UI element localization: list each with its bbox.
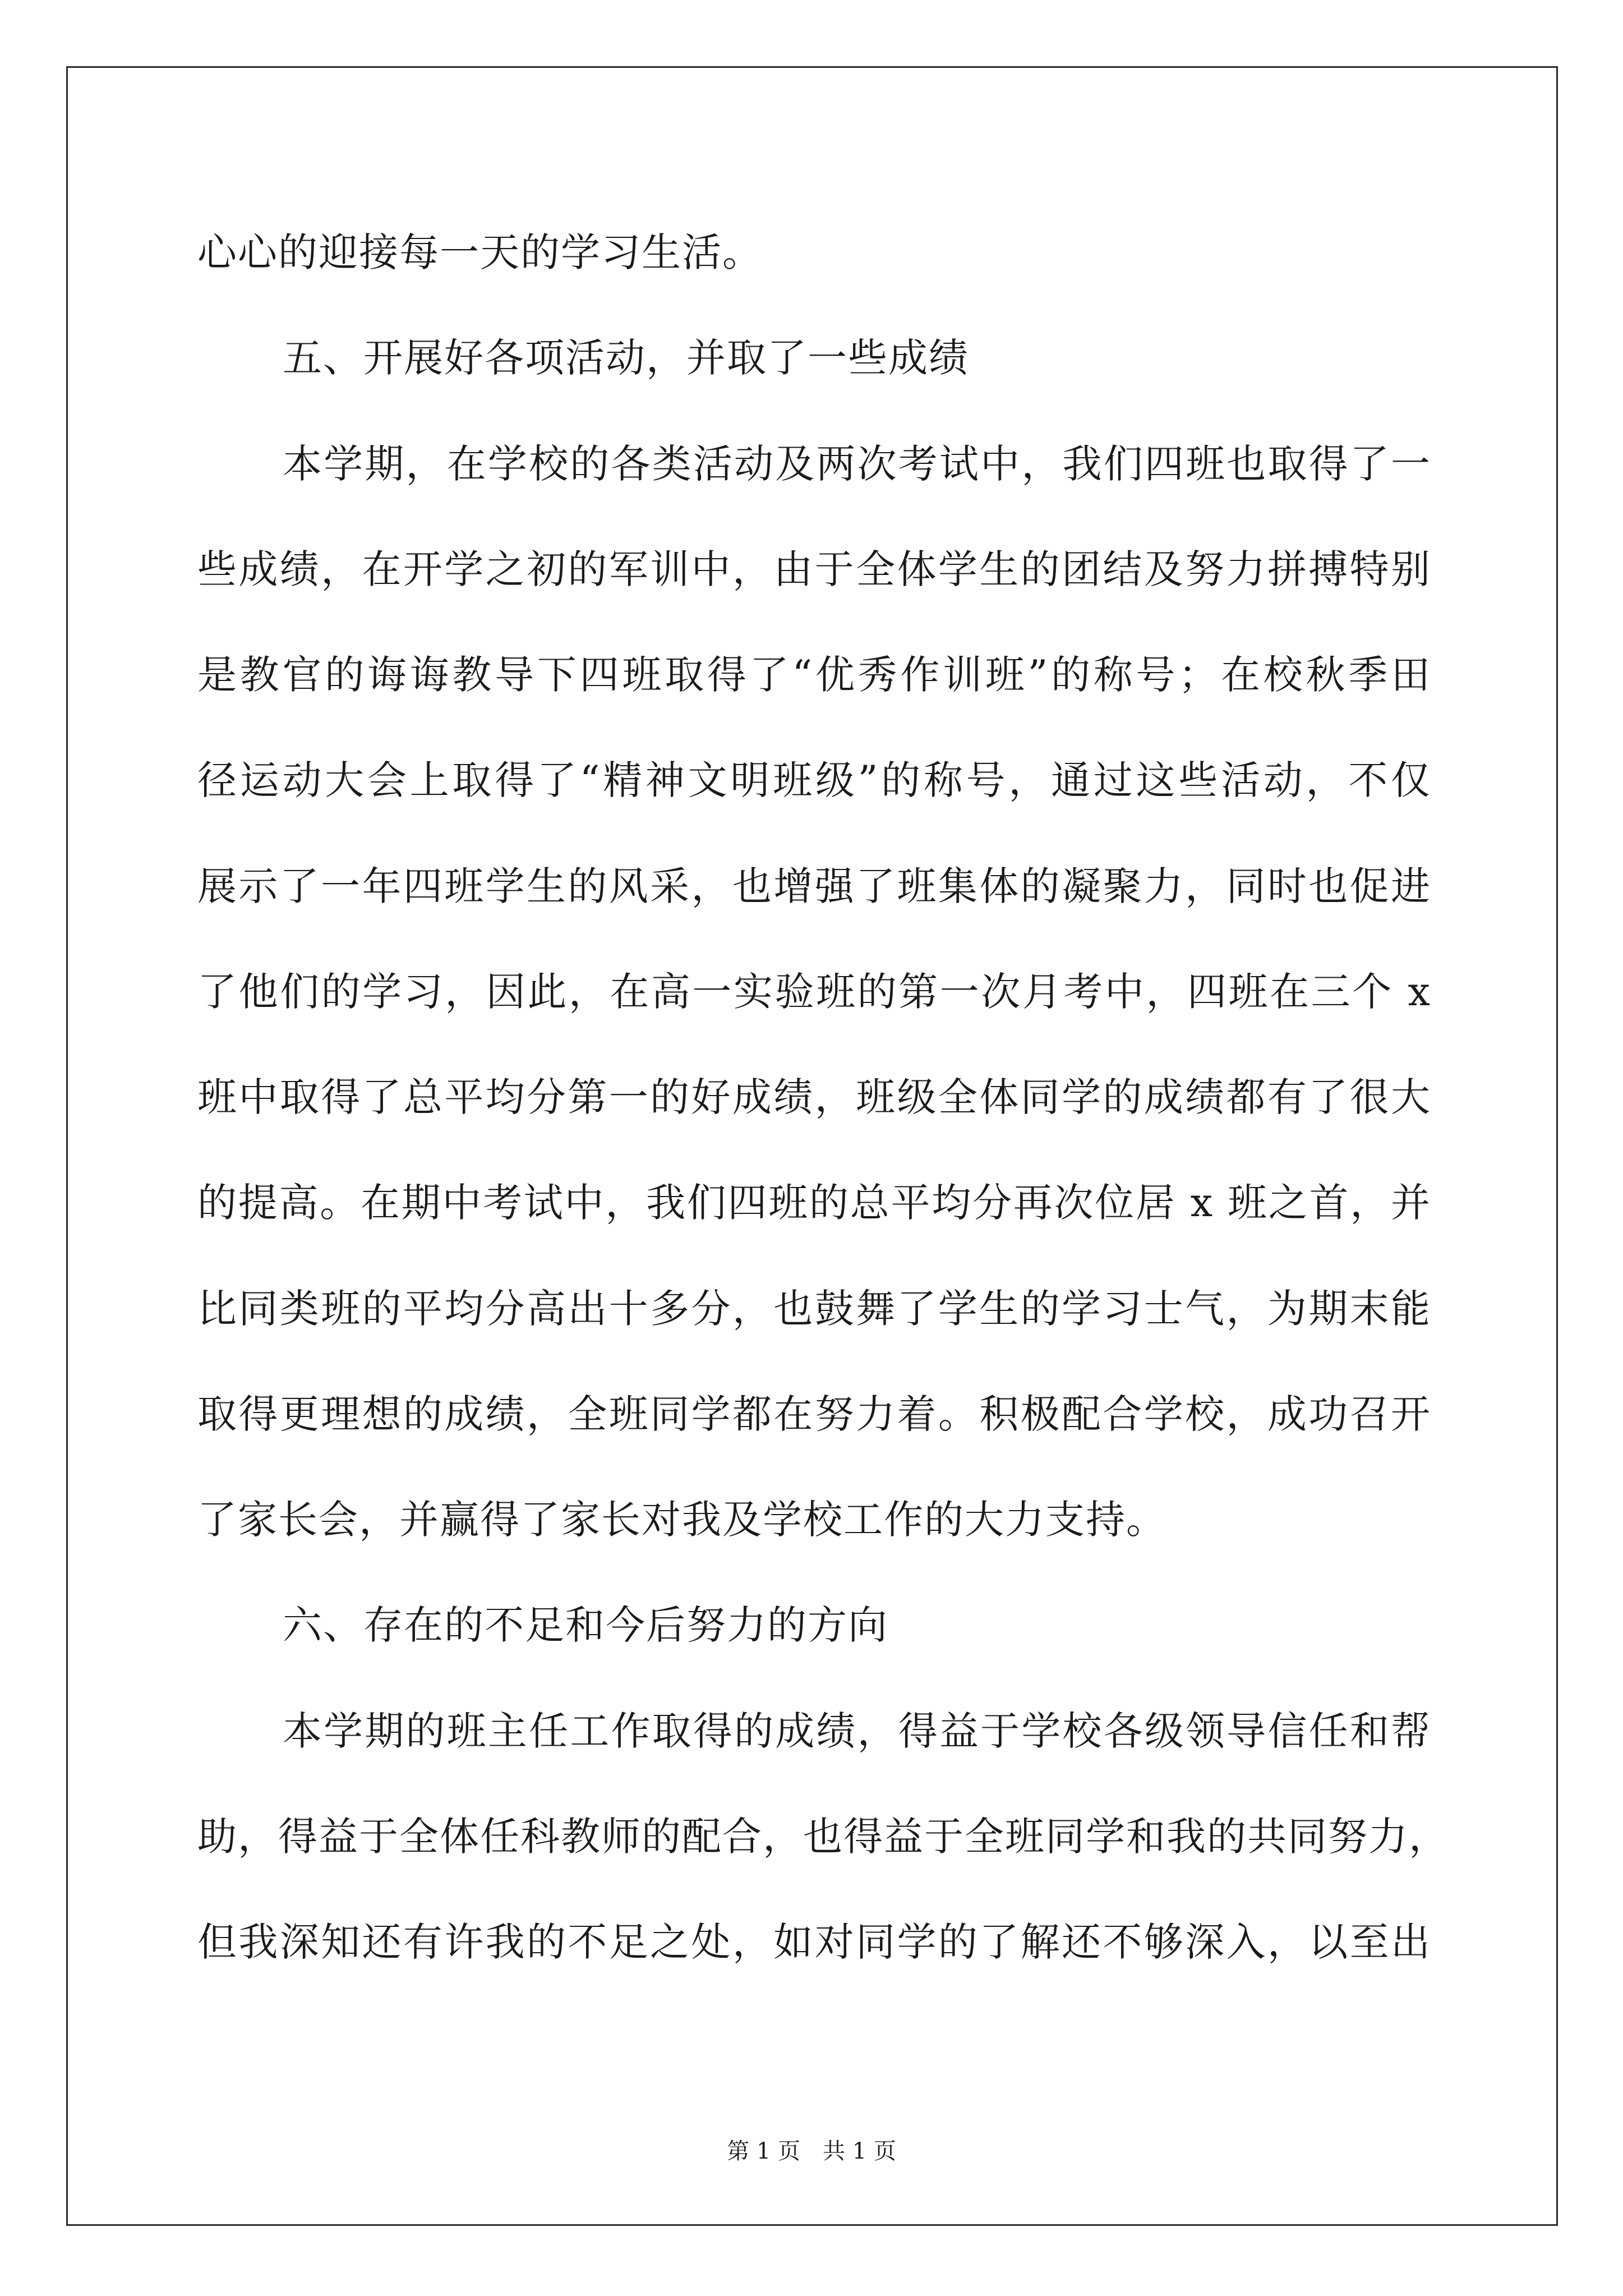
section-heading-6: 六、存在的不足和今后努力的方向 xyxy=(283,1602,888,1648)
paragraph-line: 但我深知还有许我的不足之处，如对同学的了解还不够深入，以至出 xyxy=(197,1919,1431,1965)
paragraph-line: 了他们的学习，因此，在高一实验班的第一次月考中，四班在三个 x xyxy=(197,969,1431,1015)
paragraph-line: 的提高。在期中考试中，我们四班的总平均分再次位居 x 班之首，并 xyxy=(197,1180,1431,1226)
page-footer: 第 1 页 共 1 页 xyxy=(727,2138,896,2164)
paragraph-line: 本学期，在学校的各类活动及两次考试中，我们四班也取得了一 xyxy=(283,441,1431,487)
paragraph-line: 了家长会，并赢得了家长对我及学校工作的大力支持。 xyxy=(197,1497,1166,1543)
paragraph-line: 取得更理想的成绩，全班同学都在努力着。积极配合学校，成功召开 xyxy=(197,1391,1431,1437)
paragraph-line: 径运动大会上取得了“精神文明班级”的称号，通过这些活动，不仅 xyxy=(197,757,1431,803)
paragraph-line: 展示了一年四班学生的风采，也增强了班集体的凝聚力，同时也促进 xyxy=(197,863,1431,909)
paragraph-line: 本学期的班主任工作取得的成绩，得益于学校各级领导信任和帮 xyxy=(283,1708,1431,1754)
section-heading-5: 五、开展好各项活动，并取了一些成绩 xyxy=(283,335,969,381)
paragraph-line: 助，得益于全体任科教师的配合，也得益于全班同学和我的共同努力， xyxy=(197,1814,1449,1860)
paragraph-line: 些成绩，在开学之初的军训中，由于全体学生的团结及努力拼搏特别 xyxy=(197,546,1431,592)
paragraph-line: 是教官的诲诲教导下四班取得了“优秀作训班”的称号；在校秋季田 xyxy=(197,652,1431,698)
paragraph-line: 心心的迎接每一天的学习生活。 xyxy=(197,229,763,275)
paragraph-line: 比同类班的平均分高出十多分，也鼓舞了学生的学习士气，为期末能 xyxy=(197,1286,1431,1332)
paragraph-line: 班中取得了总平均分第一的好成绩，班级全体同学的成绩都有了很大 xyxy=(197,1074,1431,1120)
page-border xyxy=(66,66,1558,2226)
